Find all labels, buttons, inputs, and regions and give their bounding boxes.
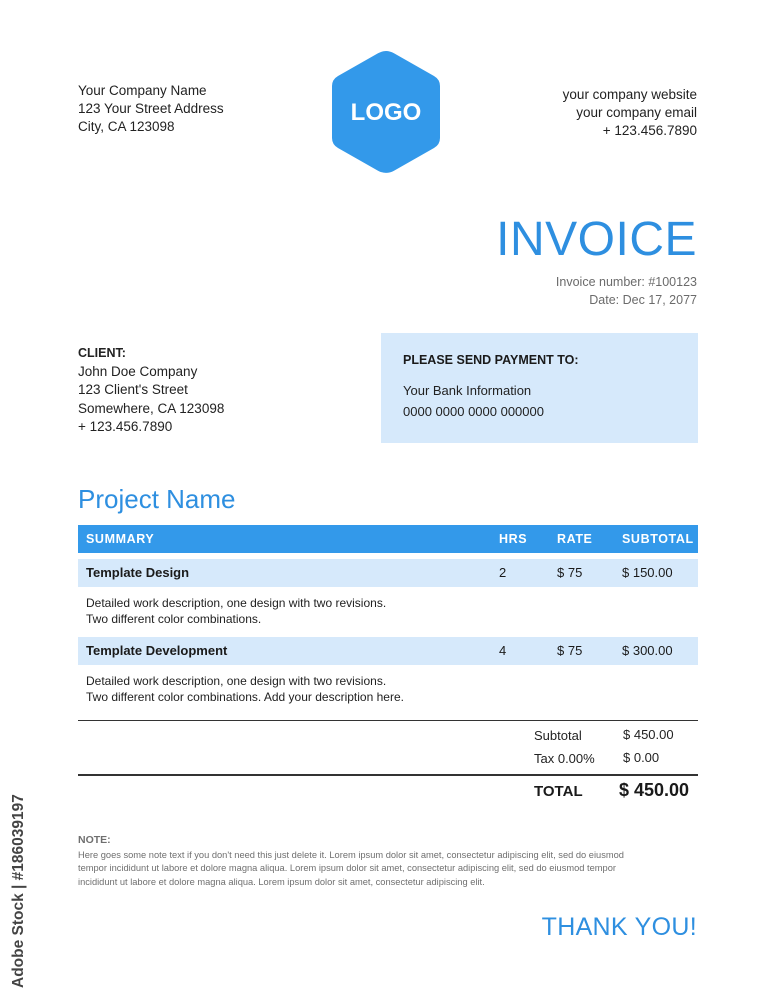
item-subtotal: $ 150.00 [622, 565, 673, 580]
table-row [78, 637, 698, 665]
item-hrs: 2 [499, 565, 507, 580]
client-street: 123 Client's Street [78, 382, 188, 397]
client-name: John Doe Company [78, 363, 198, 379]
item-name: Template Design [86, 565, 190, 580]
item-name: Template Development [86, 643, 228, 658]
divider [78, 774, 698, 776]
invoice-title: INVOICE [496, 213, 697, 266]
payment-label: PLEASE SEND PAYMENT TO: [403, 353, 579, 367]
hexagon-logo-icon [330, 48, 442, 176]
header-hrs: HRS [499, 532, 528, 546]
company-logo [330, 48, 442, 176]
item-description-line: Detailed work description, one design with two revisions. [86, 596, 387, 610]
item-rate: $ 75 [557, 565, 583, 580]
header-rate: RATE [557, 532, 593, 546]
client-city: Somewhere, CA 123098 [78, 400, 225, 416]
note [78, 834, 700, 889]
total-label: TOTAL [534, 783, 583, 800]
note-text-line: tempor incididunt ut labore et dolore magna aliqua. Lorem ipsum dolor sit amet, consectetur adipiscing elit, sed do eiusmod tempor [78, 863, 616, 873]
item-description [78, 587, 698, 637]
invoice-meta [556, 273, 697, 309]
divider [78, 720, 698, 721]
thank-you: THANK YOU! [541, 913, 697, 941]
subtotal-label: Subtotal [534, 728, 582, 743]
bank-info: Your Bank Information [403, 383, 532, 398]
item-description-line: Detailed work description, one design with two revisions. [86, 674, 387, 688]
item-description [78, 665, 698, 715]
header-subtotal: SUBTOTAL [622, 532, 694, 546]
table-header [78, 525, 698, 553]
invoice-date: Date: Dec 17, 2077 [589, 293, 697, 307]
bank-account: 0000 0000 0000 000000 [403, 404, 544, 419]
watermark-text: Adobe Stock | #186039197 [10, 794, 27, 988]
stock-watermark [8, 766, 30, 988]
item-hrs: 4 [499, 643, 507, 658]
item-description-line: Two different color combinations. Add your description here. [86, 690, 404, 704]
company-street: 123 Your Street Address [78, 101, 224, 116]
header-summary: SUMMARY [86, 532, 155, 546]
note-label: NOTE: [78, 834, 111, 846]
item-description-line: Two different color combinations. [86, 612, 262, 626]
company-email: your company email [576, 105, 697, 120]
invoice-number: Invoice number: #100123 [555, 275, 697, 289]
total-value: $ 450.00 [619, 780, 690, 800]
client-phone: + 123.456.7890 [78, 419, 173, 434]
subtotal-value: $ 450.00 [623, 727, 674, 742]
note-text-line: Here goes some note text if you don't need this just delete it. Lorem ipsum dolor sit amet, consectetur adipiscing elit, sed do eiusmod [78, 849, 624, 860]
invoice-table [78, 525, 698, 715]
tax-label: Tax 0.00% [534, 751, 595, 766]
item-subtotal: $ 300.00 [622, 643, 673, 658]
item-rate: $ 75 [557, 643, 583, 658]
company-contact [563, 86, 697, 140]
logo-text: LOGO [350, 99, 422, 126]
tax-value: $ 0.00 [623, 750, 660, 765]
payment-box [381, 333, 698, 443]
company-phone: + 123.456.7890 [602, 123, 697, 138]
company-address [78, 82, 224, 136]
client-info [78, 344, 224, 437]
company-city: City, CA 123098 [78, 119, 175, 134]
company-name: Your Company Name [78, 83, 207, 98]
project-name: Project Name [78, 484, 236, 514]
client-label: CLIENT: [78, 346, 126, 360]
note-text-line: incididunt ut labore et dolore magna aliqua. Lorem ipsum dolor sit amet, consectetur adipiscing elit. [78, 876, 485, 887]
table-row [78, 559, 698, 587]
company-website: your company website [562, 87, 697, 102]
